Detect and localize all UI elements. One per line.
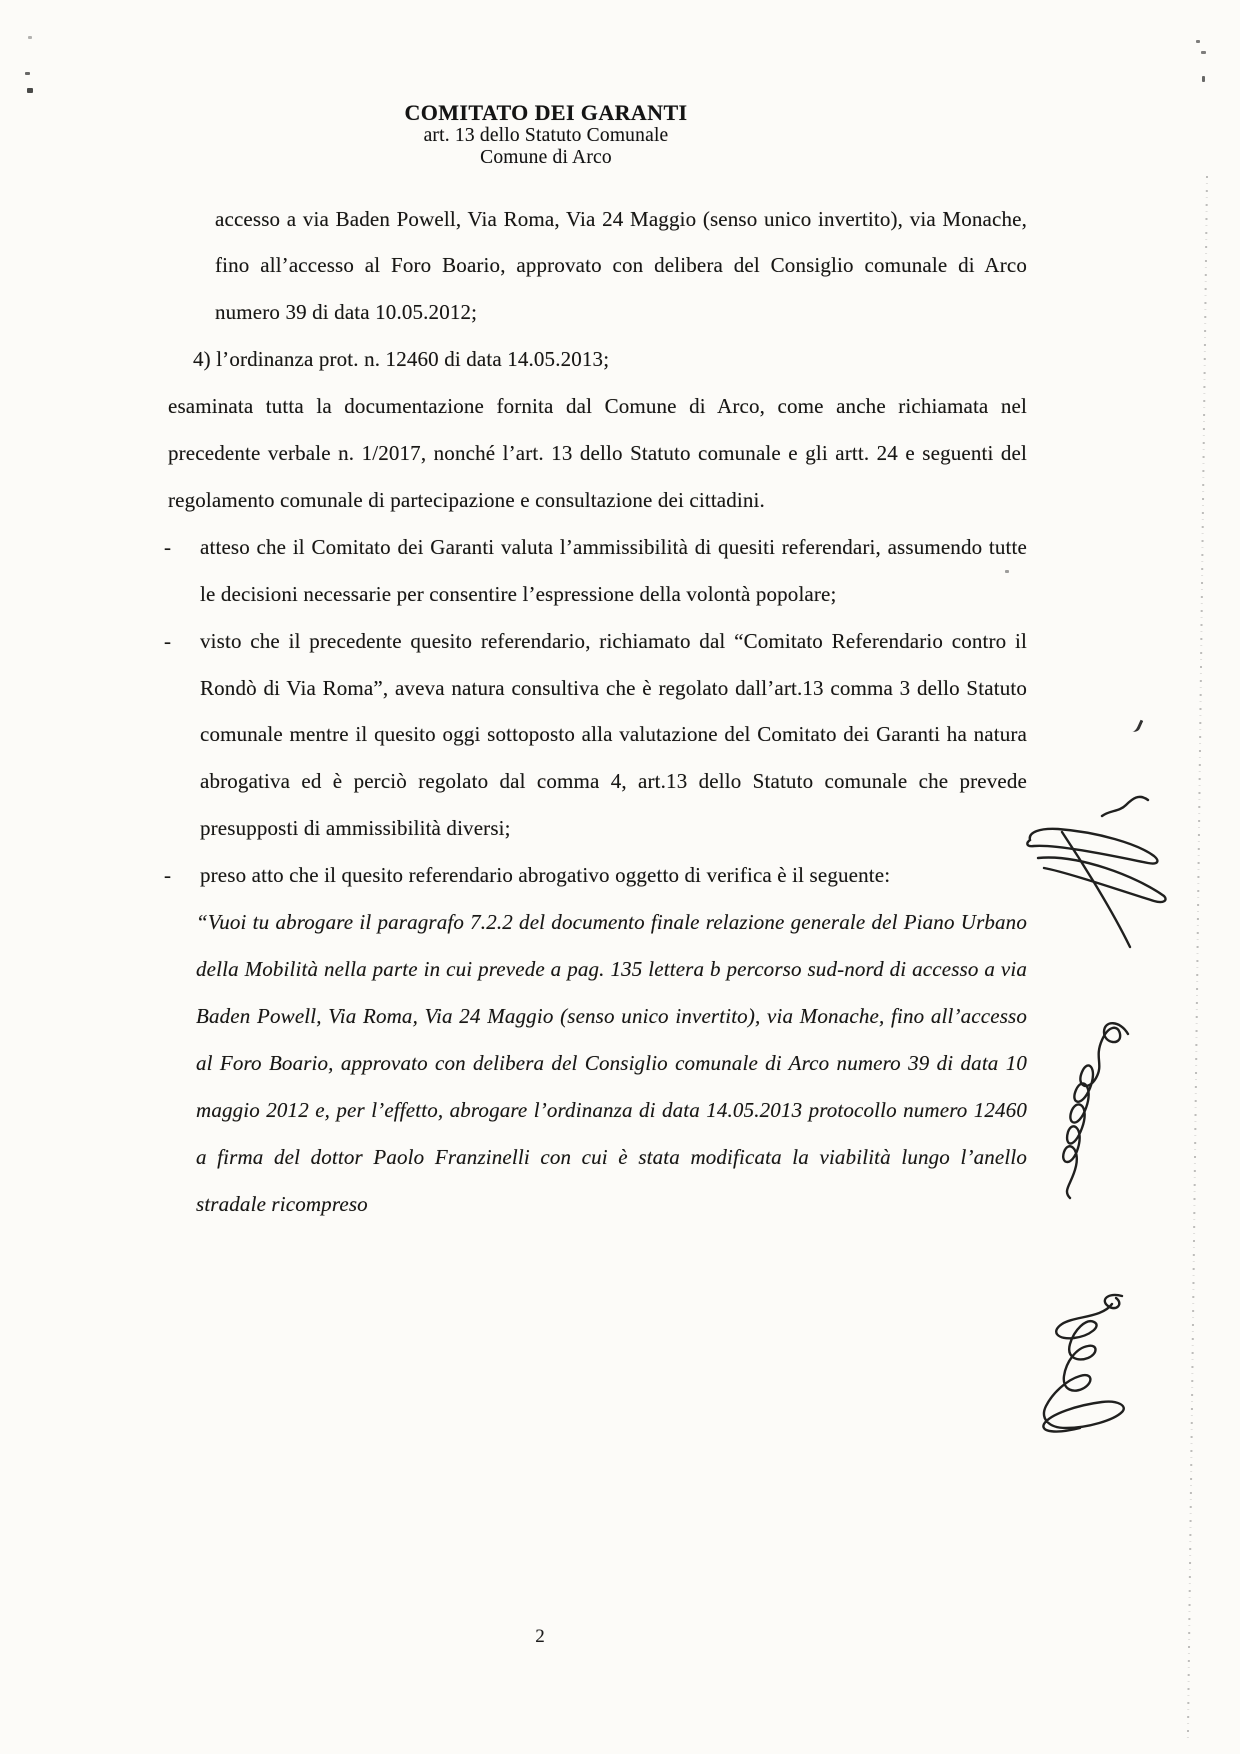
bullet-text: atteso che il Comitato dei Garanti valuta l’ammissibilità di quesiti referendari, assumendo tutte le decisioni necessarie per consentire l’espressione della volontà popolare; bbox=[200, 534, 1027, 606]
scan-speck bbox=[28, 36, 32, 39]
document-body bbox=[164, 196, 1027, 1228]
referendum-question-quote: “Vuoi tu abrogare il paragrafo 7.2.2 del documento finale relazione generale del Piano Urbano della Mobilità nella parte in cui prevede a pag. 135 lettera b percorso sud-nord di accesso a via Baden Powell, Via Roma, Via 24 Maggio (senso unico invertito), via Monache, fino all’accesso al Foro Boario, approvato con delibera del Consiglio comunale di Arco numero 39 di data 10 maggio 2012 e, per l’effetto, abrogare l’ordinanza di data 14.05.2013 protocollo numero 12460 a firma del dottor Paolo Franzinelli con cui è stata modificata la viabilità lungo l’anello stradale ricompreso bbox=[196, 910, 1027, 1216]
bullet-paragraph-atteso bbox=[164, 524, 1027, 618]
bullet-dash: - bbox=[164, 628, 172, 653]
scan-speck bbox=[1196, 40, 1200, 43]
header-subtitle-statute: art. 13 dello Statuto Comunale bbox=[423, 125, 669, 147]
paragraph-continuation: accesso a via Baden Powell, Via Roma, Via 24 Maggio (senso unico invertito), via Monache, fino all’accesso al Foro Boario, approvato con delibera del Consiglio comunale di Arco numero 39 di data 10.05.2012; bbox=[215, 206, 1027, 325]
signature-scribble-2 bbox=[1046, 1012, 1141, 1207]
bullet-paragraph-preso-atto bbox=[164, 852, 1027, 899]
scan-speck bbox=[1201, 51, 1206, 54]
page-title: COMITATO DEI GARANTI bbox=[404, 100, 688, 125]
page-number: 2 bbox=[535, 1626, 545, 1647]
bullet-text: preso atto che il quesito referendario abrogativo oggetto di verifica è il seguente: bbox=[200, 863, 891, 888]
paragraph-esaminata: esaminata tutta la documentazione fornita dal Comune di Arco, come anche richiamata nel precedente verbale n. 1/2017, nonché l’art. 13 dello Statuto comunale e gli artt. 24 e seguenti del regolamento comunale di partecipazione e consultazione dei cittadini. bbox=[168, 394, 1027, 512]
signature-scribble-3 bbox=[1022, 1282, 1147, 1452]
bullet-text: visto che il precedente quesito referendario, richiamato dal “Comitato Referendario contro il Rondò di Via Roma”, aveva natura consultiva che è regolato dall’art.13 comma 3 dello Statuto comunale mentre il quesito oggi sottoposto alla valutazione del Comitato dei Garanti ha natura abrogativa ed è perciò regolato dal comma 4, art.13 dello Statuto comunale che prevede presupposti di ammissibilità diversi; bbox=[200, 628, 1027, 841]
bullet-dash: - bbox=[164, 534, 172, 559]
paragraph-list-item-4: 4) l’ordinanza prot. n. 12460 di data 14.05.2013; bbox=[193, 347, 610, 372]
scan-speck bbox=[1202, 76, 1205, 82]
signature-scribble-1 bbox=[1018, 772, 1198, 967]
scan-speck bbox=[25, 72, 30, 75]
header-subtitle-municipality: Comune di Arco bbox=[480, 147, 612, 169]
bullet-paragraph-visto bbox=[164, 618, 1027, 853]
scan-speck bbox=[27, 88, 33, 93]
bullet-dash: - bbox=[164, 863, 172, 888]
document-header bbox=[0, 100, 1092, 170]
scan-speck bbox=[1005, 570, 1009, 573]
scanner-edge-dotted-line bbox=[1187, 176, 1208, 1742]
pen-tick-mark bbox=[1128, 716, 1144, 733]
